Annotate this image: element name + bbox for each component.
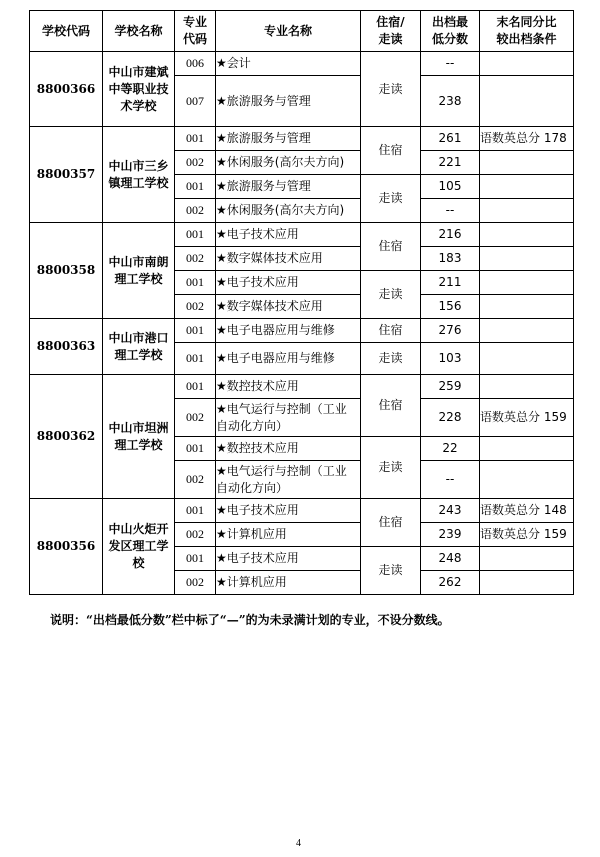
board-type: 走读 bbox=[361, 547, 421, 595]
major-name: ★电子技术应用 bbox=[216, 547, 361, 571]
tie-rule bbox=[480, 461, 574, 499]
major-code: 002 bbox=[175, 151, 216, 175]
tie-rule bbox=[480, 271, 574, 295]
major-code: 001 bbox=[175, 375, 216, 399]
major-name: ★电子电器应用与维修 bbox=[216, 343, 361, 375]
major-name: ★计算机应用 bbox=[216, 523, 361, 547]
tie-rule bbox=[480, 199, 574, 223]
major-code: 002 bbox=[175, 199, 216, 223]
major-code: 001 bbox=[175, 343, 216, 375]
tie-rule bbox=[480, 571, 574, 595]
tie-rule: 语数英总分 178 bbox=[480, 127, 574, 151]
min-score: 105 bbox=[421, 175, 480, 199]
major-code: 002 bbox=[175, 523, 216, 547]
min-score: -- bbox=[421, 461, 480, 499]
table-row bbox=[30, 52, 574, 76]
header-major-name: 专业名称 bbox=[216, 11, 361, 52]
major-code: 001 bbox=[175, 319, 216, 343]
school-name: 中山市南朗理工学校 bbox=[103, 223, 175, 319]
min-score: 261 bbox=[421, 127, 480, 151]
tie-rule bbox=[480, 547, 574, 571]
major-name: ★休闲服务(高尔夫方向) bbox=[216, 151, 361, 175]
tie-rule bbox=[480, 175, 574, 199]
min-score: 22 bbox=[421, 437, 480, 461]
min-score: 221 bbox=[421, 151, 480, 175]
table-row bbox=[30, 223, 574, 247]
tie-rule bbox=[480, 375, 574, 399]
major-code: 001 bbox=[175, 547, 216, 571]
tie-rule bbox=[480, 343, 574, 375]
major-code: 001 bbox=[175, 271, 216, 295]
tie-rule bbox=[480, 247, 574, 271]
table-row bbox=[30, 499, 574, 523]
major-code: 001 bbox=[175, 499, 216, 523]
tie-rule bbox=[480, 151, 574, 175]
school-name: 中山市建斌中等职业技术学校 bbox=[103, 52, 175, 127]
major-name: ★电子技术应用 bbox=[216, 223, 361, 247]
header-major-code bbox=[175, 11, 216, 52]
tie-rule bbox=[480, 295, 574, 319]
major-code: 002 bbox=[175, 399, 216, 437]
major-name: ★电气运行与控制（工业自动化方向） bbox=[216, 461, 361, 499]
table-row bbox=[30, 375, 574, 399]
min-score: 259 bbox=[421, 375, 480, 399]
board-type: 走读 bbox=[361, 271, 421, 319]
school-name: 中山火炬开发区理工学校 bbox=[103, 499, 175, 595]
tie-rule: 语数英总分 159 bbox=[480, 399, 574, 437]
board-type: 走读 bbox=[361, 175, 421, 223]
board-type: 住宿 bbox=[361, 223, 421, 271]
header-min-score-text: 出档最低分数 bbox=[431, 15, 468, 46]
min-score: 243 bbox=[421, 499, 480, 523]
school-code: 8800357 bbox=[30, 127, 103, 223]
major-code: 006 bbox=[175, 52, 216, 76]
header-tie-rule-text: 末名同分比较出档条件 bbox=[496, 15, 557, 46]
school-code: 8800362 bbox=[30, 375, 103, 499]
major-name: ★数控技术应用 bbox=[216, 437, 361, 461]
major-name: ★会计 bbox=[216, 52, 361, 76]
school-code: 8800356 bbox=[30, 499, 103, 595]
admission-table bbox=[29, 10, 574, 595]
header-school-code: 学校代码 bbox=[30, 11, 103, 52]
major-code: 002 bbox=[175, 571, 216, 595]
tie-rule bbox=[480, 76, 574, 127]
page-number: 4 bbox=[296, 838, 301, 849]
major-code: 002 bbox=[175, 247, 216, 271]
table-note: 说明：“出档最低分数”栏中标了“—”的为未录满计划的专业，不设分数线。 bbox=[50, 613, 450, 627]
board-type: 走读 bbox=[361, 343, 421, 375]
board-type: 住宿 bbox=[361, 499, 421, 547]
major-name: ★旅游服务与管理 bbox=[216, 175, 361, 199]
min-score: 103 bbox=[421, 343, 480, 375]
major-code: 002 bbox=[175, 461, 216, 499]
tie-rule bbox=[480, 52, 574, 76]
min-score: 156 bbox=[421, 295, 480, 319]
major-name: ★旅游服务与管理 bbox=[216, 76, 361, 127]
min-score: 262 bbox=[421, 571, 480, 595]
major-name: ★电子技术应用 bbox=[216, 271, 361, 295]
board-type: 住宿 bbox=[361, 127, 421, 175]
min-score: -- bbox=[421, 52, 480, 76]
major-code: 001 bbox=[175, 127, 216, 151]
header-tie-rule bbox=[480, 11, 574, 52]
table-row bbox=[30, 319, 574, 343]
board-type: 走读 bbox=[361, 437, 421, 499]
major-name: ★数控技术应用 bbox=[216, 375, 361, 399]
major-name: ★数字媒体技术应用 bbox=[216, 295, 361, 319]
header-row bbox=[30, 11, 574, 52]
board-type: 住宿 bbox=[361, 375, 421, 437]
major-code: 001 bbox=[175, 437, 216, 461]
tie-rule bbox=[480, 223, 574, 247]
min-score: 238 bbox=[421, 76, 480, 127]
min-score: 276 bbox=[421, 319, 480, 343]
school-code: 8800358 bbox=[30, 223, 103, 319]
min-score: 239 bbox=[421, 523, 480, 547]
header-major-code-text: 专业代码 bbox=[182, 15, 207, 46]
min-score: 211 bbox=[421, 271, 480, 295]
school-code: 8800366 bbox=[30, 52, 103, 127]
header-min-score bbox=[421, 11, 480, 52]
major-code: 001 bbox=[175, 223, 216, 247]
major-name: ★电气运行与控制（工业自动化方向） bbox=[216, 399, 361, 437]
major-name: ★电子电器应用与维修 bbox=[216, 319, 361, 343]
school-code: 8800363 bbox=[30, 319, 103, 375]
tie-rule bbox=[480, 437, 574, 461]
major-name: ★电子技术应用 bbox=[216, 499, 361, 523]
table-row bbox=[30, 127, 574, 151]
header-school-name: 学校名称 bbox=[103, 11, 175, 52]
major-name: ★旅游服务与管理 bbox=[216, 127, 361, 151]
min-score: -- bbox=[421, 199, 480, 223]
header-board bbox=[361, 11, 421, 52]
tie-rule: 语数英总分 159 bbox=[480, 523, 574, 547]
major-name: ★休闲服务(高尔夫方向) bbox=[216, 199, 361, 223]
min-score: 216 bbox=[421, 223, 480, 247]
school-name: 中山市坦洲理工学校 bbox=[103, 375, 175, 499]
major-name: ★计算机应用 bbox=[216, 571, 361, 595]
tie-rule bbox=[480, 319, 574, 343]
board-type: 住宿 bbox=[361, 319, 421, 343]
tie-rule: 语数英总分 148 bbox=[480, 499, 574, 523]
major-name: ★数字媒体技术应用 bbox=[216, 247, 361, 271]
major-code: 002 bbox=[175, 295, 216, 319]
min-score: 228 bbox=[421, 399, 480, 437]
school-name: 中山市港口理工学校 bbox=[103, 319, 175, 375]
min-score: 248 bbox=[421, 547, 480, 571]
major-code: 007 bbox=[175, 76, 216, 127]
school-name: 中山市三乡镇理工学校 bbox=[103, 127, 175, 223]
min-score: 183 bbox=[421, 247, 480, 271]
major-code: 001 bbox=[175, 175, 216, 199]
board-type: 走读 bbox=[361, 52, 421, 127]
header-board-text: 住宿/走读 bbox=[376, 15, 405, 46]
